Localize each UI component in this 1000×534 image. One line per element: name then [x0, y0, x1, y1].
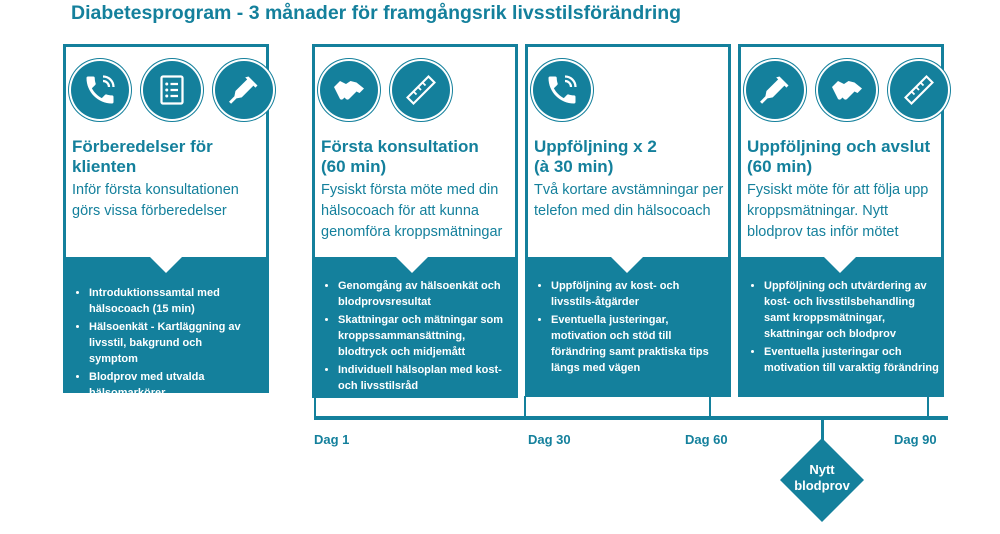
card-description	[321, 180, 536, 243]
measuring-tape-icon	[392, 61, 450, 119]
bullet-list	[537, 278, 723, 378]
timeline-label-day-60: Dag 60	[685, 432, 728, 447]
down-arrow	[611, 257, 643, 273]
description-line: Fysiskt möte för att följa upp	[747, 182, 929, 198]
phone-icon	[533, 61, 591, 119]
card-heading	[321, 137, 526, 177]
heading-line: Förberedelser för	[72, 137, 213, 156]
timeline-label-day-90: Dag 90	[894, 432, 937, 447]
list-item: • Eventuella justeringar, motivation och stöd till förändring samt praktiska tips längs med vägen	[551, 312, 723, 376]
card-heading	[747, 137, 952, 177]
card-description	[72, 180, 287, 222]
timeline-tick	[524, 396, 526, 418]
card-heading	[72, 137, 277, 177]
heading-line: klienten	[72, 157, 137, 176]
card-follow-up	[525, 44, 731, 397]
heading-line: (à 30 min)	[534, 157, 614, 176]
down-arrow	[824, 257, 856, 273]
heading-line: Första konsultation	[321, 137, 479, 156]
description-line: hälsocoach för att kunna	[321, 203, 479, 219]
card-description	[747, 180, 962, 243]
list-item: • Blodprov med utvalda hälsomarkörer	[89, 369, 249, 401]
description-line: kroppsmätningar. Nytt	[747, 203, 889, 219]
list-item: • Hälsoenkät - Kartläggning av livsstil, bakgrund och symptom	[89, 319, 249, 367]
list-item: • Genomgång av hälsoenkät och blodprovsresultat	[338, 278, 513, 310]
icon-row	[67, 61, 277, 119]
marker-stem	[821, 418, 824, 440]
description-line: Fysiskt första möte med din	[321, 182, 499, 198]
card-description	[534, 180, 749, 222]
down-arrow	[150, 257, 182, 273]
heading-line: (60 min)	[321, 157, 387, 176]
card-preparations	[63, 44, 269, 399]
bullet-list	[75, 285, 249, 403]
description-line: genomföra kroppsmätningar	[321, 224, 503, 240]
blood-test-marker-label	[790, 462, 854, 494]
down-arrow	[396, 257, 428, 273]
phone-icon	[71, 61, 129, 119]
timeline-tick	[927, 396, 929, 418]
description-line: telefon med din hälsocoach	[534, 203, 711, 219]
heading-line: (60 min)	[747, 157, 813, 176]
list-item: • Eventuella justeringar och motivation till varaktig förändring	[764, 344, 939, 376]
timeline-tick	[709, 396, 711, 418]
icon-row	[316, 61, 454, 119]
handshake-icon	[320, 61, 378, 119]
list-item: • Individuell hälsoplan med kost- och livsstilsråd	[338, 362, 513, 394]
bullet-list	[324, 278, 513, 396]
marker-line: Nytt	[809, 462, 835, 477]
syringe-icon	[215, 61, 273, 119]
page-title: Diabetesprogram - 3 månader för framgångsrik livsstilsförändring	[71, 2, 682, 24]
bullet-list	[750, 278, 939, 378]
measuring-tape-icon	[890, 61, 948, 119]
timeline-label-day-30: Dag 30	[528, 432, 571, 447]
card-first-consultation	[312, 44, 518, 398]
timeline-line	[314, 416, 948, 420]
list-item: • Skattningar och mätningar som kroppssammansättning, blodtryck och midjemått	[338, 312, 513, 360]
timeline-tick	[314, 396, 316, 418]
list-item: • Introduktionssamtal med hälsocoach (15 min)	[89, 285, 249, 317]
card-heading	[534, 137, 739, 177]
description-line: Inför första konsultationen	[72, 182, 239, 198]
list-item: • Uppföljning av kost- och livsstils-åtgärder	[551, 278, 723, 310]
heading-line: Uppföljning x 2	[534, 137, 657, 156]
description-line: blodprov tas inför mötet	[747, 224, 899, 240]
syringe-icon	[746, 61, 804, 119]
checklist-icon	[143, 61, 201, 119]
icon-row	[742, 61, 952, 119]
card-final-follow-up	[738, 44, 944, 397]
description-line: görs vissa förberedelser	[72, 203, 227, 219]
marker-line: blodprov	[794, 478, 850, 493]
handshake-icon	[818, 61, 876, 119]
timeline-label-day-1: Dag 1	[314, 432, 350, 447]
heading-line: Uppföljning och avslut	[747, 137, 931, 156]
icon-row	[529, 61, 595, 119]
description-line: Två kortare avstämningar per	[534, 182, 724, 198]
list-item: • Uppföljning och utvärdering av kost- och livsstilsbehandling samt kroppsmätningar, skattningar och blodprov	[764, 278, 939, 342]
